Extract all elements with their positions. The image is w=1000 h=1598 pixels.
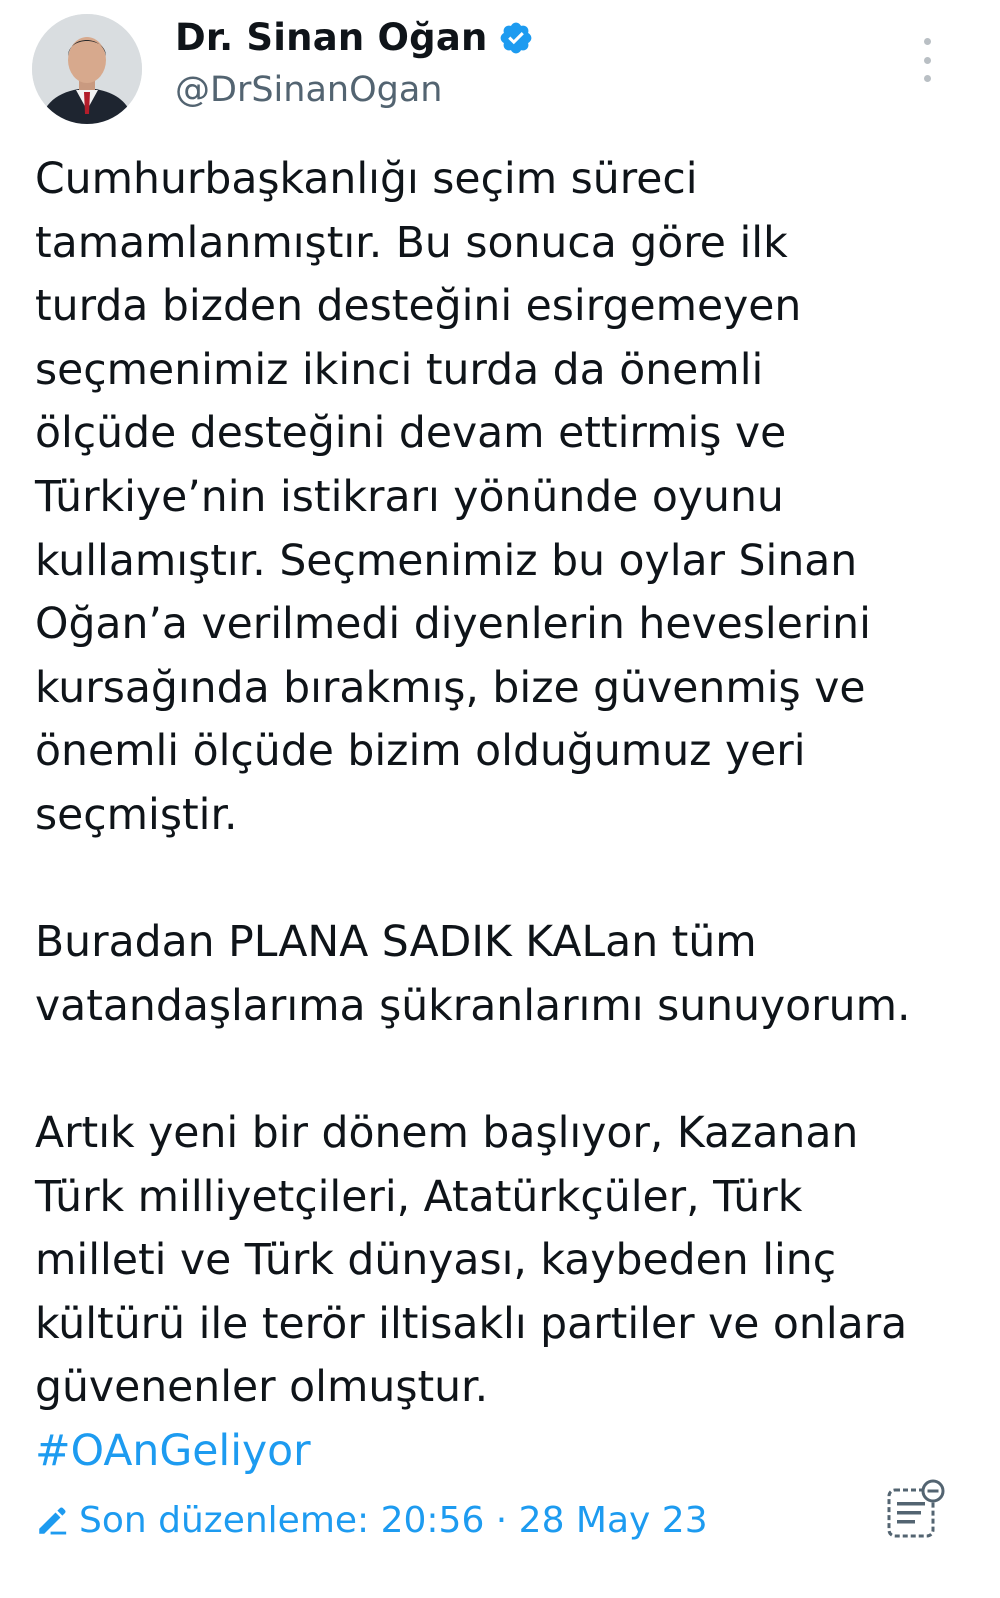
tweet-text [35,148,965,1483]
more-options-button[interactable] [912,38,942,82]
edit-history-link[interactable] [35,1500,708,1541]
tweet-line: Buradan PLANA SADIK KALan tüm [35,918,757,968]
tweet-line: vatandaşlarıma şükranlarımı sunuyorum. [35,981,911,1031]
tweet-line: önemli ölçüde bizim olduğumuz yeri [35,727,806,777]
tweet-line: seçmiştir. [35,790,238,840]
tweet-line: Türk milliyetçileri, Atatürkçüler, Türk [35,1172,803,1222]
verified-badge-icon [498,20,534,56]
tweet-line: turda bizden desteğini esirgemeyen [35,282,802,332]
more-vertical-icon-dot [924,75,931,82]
tweet-line: tamamlanmıştır. Bu sonuca göre ilk [35,218,788,268]
tweet-line: güvenenler olmuştur. [35,1363,489,1413]
tweet-line: Oğan’a verilmedi diyenlerin heveslerini [35,600,871,650]
tweet-line: kullamıştır. Seçmenimiz bu oylar Sinan [35,536,858,586]
tweet-line: ölçüde desteğini devam ettirmiş ve [35,409,787,459]
more-vertical-icon-dot [924,57,931,64]
display-name[interactable] [175,16,534,59]
tweet-line: Cumhurbaşkanlığı seçim süreci [35,155,698,204]
tweet-line: seçmenimiz ikinci turda da önemli [35,345,764,395]
display-name-text: Dr. Sinan Oğan [175,16,488,59]
more-vertical-icon [924,38,931,45]
paragraph-gap [35,1038,965,1102]
tweet-line: kursağında bırakmış, bize güvenmiş ve [35,663,866,713]
paragraph-gap [35,848,965,912]
tweet-line: milleti ve Türk dünyası, kaybeden linç [35,1236,837,1286]
community-notes-icon[interactable] [884,1478,948,1542]
pencil-icon [35,1504,69,1538]
user-handle[interactable]: @DrSinanOgan [175,70,443,110]
edit-timestamp: Son düzenleme: 20:56 · 28 May 23 [79,1500,708,1541]
hashtag-link[interactable]: #OAnGeliyor [35,1426,311,1476]
profile-photo [32,14,142,124]
tweet-line: Artık yeni bir dönem başlıyor, Kazanan [35,1108,859,1158]
avatar[interactable] [32,14,142,124]
tweet-line: Türkiye’nin istikrarı yönünde oyunu [35,472,784,522]
tweet-line: kültürü ile terör iltisaklı partiler ve onlara [35,1299,908,1349]
